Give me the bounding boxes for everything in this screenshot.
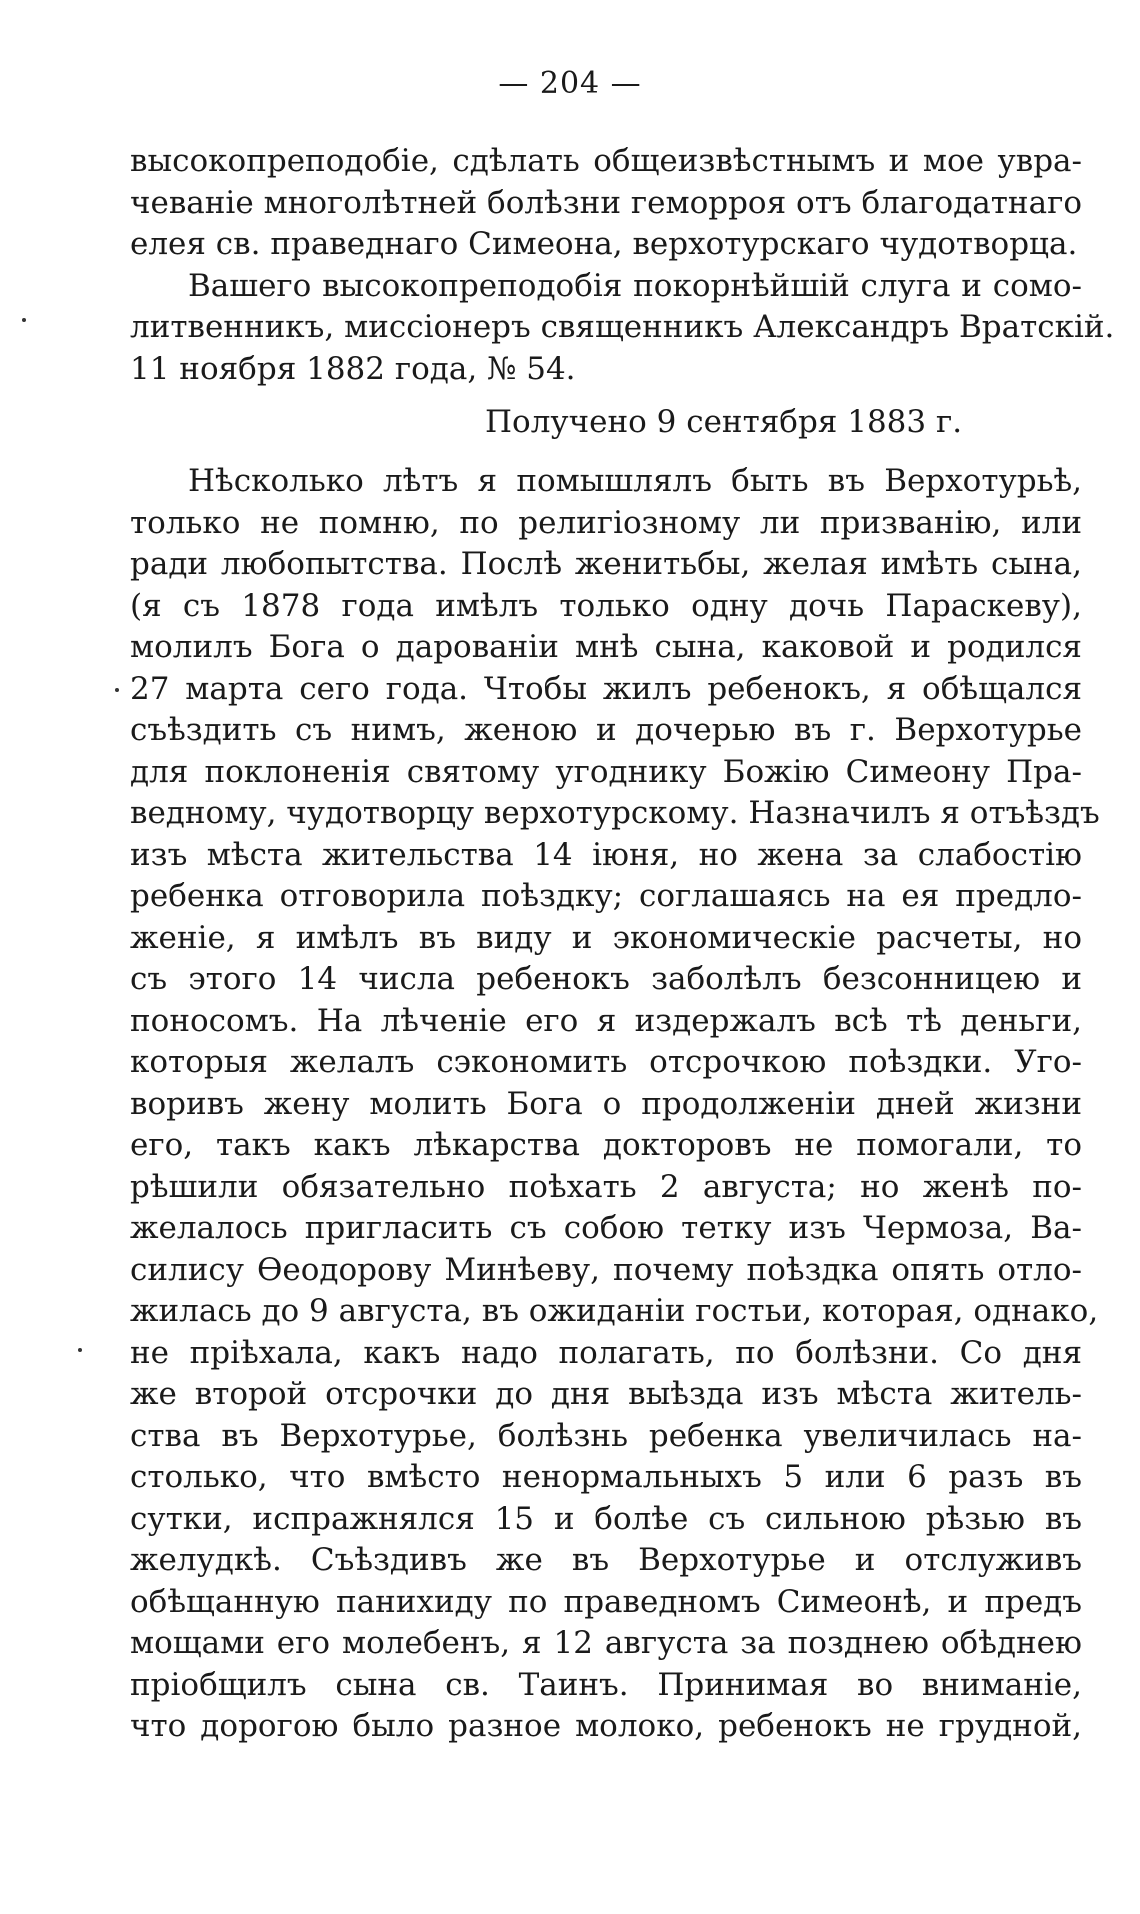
text-line: ребенка отговорила поѣздку; соглашаясь на ея предло- xyxy=(130,878,1082,914)
page-number: — 204 — xyxy=(498,66,642,101)
scan-speck xyxy=(115,688,119,692)
text-line: для поклоненія святому угоднику Божію Симеону Пра- xyxy=(130,753,1082,790)
text-line: не пріѣхала, какъ надо полагать, по болѣзни. Со дня xyxy=(130,1334,1082,1371)
text-line: ради любопытства. Послѣ женитьбы, желая имѣть сына, xyxy=(130,546,1082,582)
text-line: воривъ жену молить Бога о продолженіи дней жизни xyxy=(130,1085,1082,1122)
text-line: силису Ѳеодорову Минѣеву, почему поѣздка опять отло- xyxy=(130,1251,1082,1288)
text-line: изъ мѣста жительства 14 іюня, но жена за слабостію xyxy=(130,836,1082,873)
text-line: мощами его молебенъ, я 12 августа за позднею обѣднею xyxy=(130,1625,1082,1661)
text-line: только не помню, по религіозному ли призванію, или xyxy=(130,504,1082,541)
text-line: столько, что вмѣсто ненормальныхъ 5 или 6 разъ въ xyxy=(130,1459,1082,1495)
text-line: жилась до 9 августа, въ ожиданіи гостьи, которая, однако, xyxy=(130,1293,1099,1329)
text-line: высокопреподобіе, сдѣлать общеизвѣстнымъ и мое увра- xyxy=(130,143,1082,179)
text-line: что дорогою было разное молоко, ребенокъ не грудной, xyxy=(130,1708,1082,1744)
text-line: (я съ 1878 года имѣлъ только одну дочь Параскеву), xyxy=(130,587,1082,624)
letter-body xyxy=(130,461,1100,1748)
letter-closing xyxy=(130,141,1115,390)
text-line: женіе, я имѣлъ въ виду и экономическіе расчеты, но xyxy=(130,919,1082,956)
text-line: Нѣсколько лѣтъ я помышлялъ быть въ Верхотурьѣ, xyxy=(188,463,1082,499)
text-line: литвенникъ, миссіонеръ священникъ Александръ Вратскій. xyxy=(130,309,1115,345)
text-line: елея св. праведнаго Симеона, верхотурскаго чудотворца. xyxy=(130,226,1078,262)
received-heading-block xyxy=(130,402,1082,444)
text-line: 11 ноября 1882 года, № 54. xyxy=(130,350,576,387)
text-line: сутки, испражнялся 15 и болѣе съ сильною рѣзью въ xyxy=(130,1500,1082,1537)
text-line: рѣшили обязательно поѣхать 2 августа; но женѣ по- xyxy=(130,1168,1082,1205)
text-line: желудкѣ. Съѣздивъ же въ Верхотурье и отслуживъ xyxy=(130,1542,1082,1578)
text-line: съѣздить съ нимъ, женою и дочерью въ г. Верхотурье xyxy=(130,712,1082,748)
text-line: желалось пригласить съ собою тетку изъ Чермоза, Ва- xyxy=(130,1210,1082,1246)
text-line: же второй отсрочки до дня выѣзда изъ мѣста житель- xyxy=(130,1376,1082,1412)
text-line: молилъ Бога о дарованіи мнѣ сына, каковой и родился xyxy=(130,629,1082,665)
scan-speck xyxy=(22,318,26,322)
text-line: чеваніе многолѣтней болѣзни геморроя отъ благодатнаго xyxy=(130,184,1082,221)
text-line: ства въ Верхотурье, болѣзнь ребенка увеличилась на- xyxy=(130,1417,1082,1454)
text-line: Вашего высокопреподобія покорнѣйшій слуга и сомо- xyxy=(188,267,1082,304)
text-line: поносомъ. На лѣченіе его я издержалъ всѣ тѣ деньги, xyxy=(130,1002,1082,1039)
text-line: съ этого 14 числа ребенокъ заболѣлъ безсонницею и xyxy=(130,961,1082,997)
text-line: которыя желалъ сэкономить отсрочкою поѣздки. Уго- xyxy=(130,1044,1082,1080)
text-line: 27 марта сего года. Чтобы жилъ ребенокъ, я обѣщался xyxy=(130,670,1082,707)
text-line: пріобщилъ сына св. Таинъ. Принимая во вниманіе, xyxy=(130,1666,1082,1703)
received-date: Получено 9 сентября 1883 г. xyxy=(485,404,963,440)
text-line: его, такъ какъ лѣкарства докторовъ не помогали, то xyxy=(130,1127,1082,1163)
scan-speck xyxy=(78,1348,82,1352)
text-line: ведному, чудотворцу верхотурскому. Назначилъ я отъѣздъ xyxy=(130,795,1100,831)
text-line: обѣщанную панихиду по праведномъ Симеонѣ, и предъ xyxy=(130,1583,1082,1620)
